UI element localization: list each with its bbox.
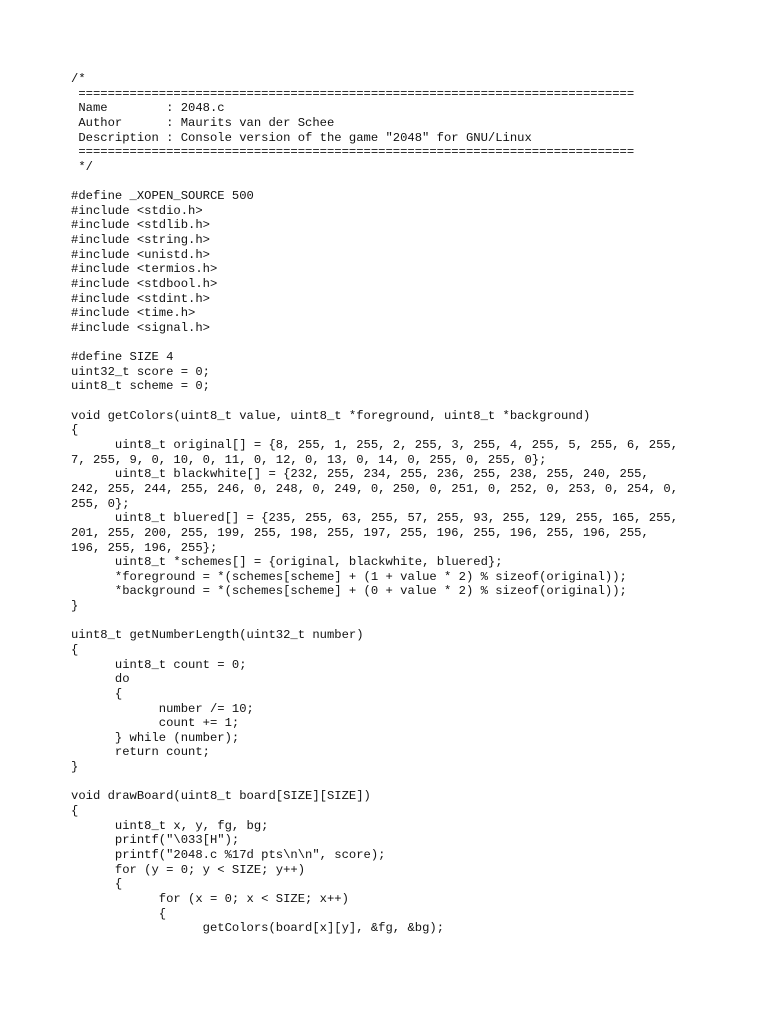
code-line: Author : Maurits van der Schee bbox=[71, 115, 335, 130]
code-line bbox=[71, 775, 678, 790]
code-line bbox=[71, 174, 678, 189]
code-line: uint8_t x, y, fg, bg; bbox=[71, 818, 269, 833]
code-line: uint8_t scheme = 0; bbox=[71, 379, 210, 394]
code-line: } while (number); bbox=[71, 730, 240, 745]
code-line: ============================================================================ bbox=[71, 86, 635, 101]
code-line: { bbox=[71, 804, 79, 819]
code-line: { bbox=[71, 423, 79, 438]
code-line: 242, 255, 244, 255, 246, 0, 248, 0, 249, 0, 250, 0, 251, 0, 252, 0, 253, 0, 254, 0, bbox=[71, 481, 679, 496]
source-code-listing bbox=[71, 72, 678, 936]
code-line: { bbox=[71, 686, 123, 701]
code-line: uint8_t bluered[] = {235, 255, 63, 255, 57, 255, 93, 255, 129, 255, 165, 255, bbox=[71, 511, 679, 526]
code-line: for (x = 0; x < SIZE; x++) bbox=[71, 891, 349, 906]
code-line: { bbox=[71, 906, 167, 921]
code-line: Name : 2048.c bbox=[71, 101, 225, 116]
code-line: uint8_t *schemes[] = {original, blackwhite, bluered}; bbox=[71, 555, 503, 570]
code-line: *background = *(schemes[scheme] + (0 + value * 2) % sizeof(original)); bbox=[71, 584, 627, 599]
code-line: 7, 255, 9, 0, 10, 0, 11, 0, 12, 0, 13, 0, 14, 0, 255, 0, 255, 0}; bbox=[71, 452, 547, 467]
code-line: void drawBoard(uint8_t board[SIZE][SIZE]) bbox=[71, 789, 371, 804]
code-line: #include <signal.h> bbox=[71, 320, 210, 335]
code-line: uint32_t score = 0; bbox=[71, 364, 210, 379]
code-line: #define SIZE 4 bbox=[71, 350, 174, 365]
code-line: #include <stdbool.h> bbox=[71, 276, 218, 291]
code-line: #include <stdint.h> bbox=[71, 291, 210, 306]
code-line: #include <string.h> bbox=[71, 233, 210, 248]
code-line: #include <unistd.h> bbox=[71, 247, 210, 262]
code-line: #include <termios.h> bbox=[71, 262, 218, 277]
code-line: /* bbox=[71, 72, 86, 86]
code-line: return count; bbox=[71, 745, 210, 760]
code-line bbox=[71, 614, 678, 629]
code-line: #include <time.h> bbox=[71, 306, 196, 321]
code-line: number /= 10; bbox=[71, 701, 254, 716]
code-line: { bbox=[71, 642, 79, 657]
code-line: getColors(board[x][y], &fg, &bg); bbox=[71, 921, 445, 936]
code-line: printf("2048.c %17d pts\n\n", score); bbox=[71, 847, 386, 862]
code-line: uint8_t blackwhite[] = {232, 255, 234, 255, 236, 255, 238, 255, 240, 255, bbox=[71, 467, 649, 482]
code-line: uint8_t count = 0; bbox=[71, 657, 247, 672]
code-line: } bbox=[71, 599, 79, 614]
code-line: */ bbox=[71, 159, 93, 174]
code-line: #include <stdlib.h> bbox=[71, 218, 210, 233]
code-line: #define _XOPEN_SOURCE 500 bbox=[71, 189, 254, 204]
code-line: for (y = 0; y < SIZE; y++) bbox=[71, 862, 306, 877]
code-line: printf("\033[H"); bbox=[71, 833, 240, 848]
code-line: 196, 255, 196, 255}; bbox=[71, 540, 218, 555]
code-line: uint8_t original[] = {8, 255, 1, 255, 2, 255, 3, 255, 4, 255, 5, 255, 6, 255, bbox=[71, 438, 679, 453]
code-line: do bbox=[71, 672, 130, 687]
code-line: *foreground = *(schemes[scheme] + (1 + value * 2) % sizeof(original)); bbox=[71, 569, 627, 584]
code-line: uint8_t getNumberLength(uint32_t number) bbox=[71, 628, 364, 643]
code-line: #include <stdio.h> bbox=[71, 203, 203, 218]
code-line: } bbox=[71, 760, 79, 775]
code-line: count += 1; bbox=[71, 716, 240, 731]
code-line bbox=[71, 336, 678, 351]
code-line: 201, 255, 200, 255, 199, 255, 198, 255, 197, 255, 196, 255, 196, 255, 196, 255, bbox=[71, 525, 649, 540]
code-line bbox=[71, 394, 678, 409]
code-line: Description : Console version of the game "2048" for GNU/Linux bbox=[71, 130, 532, 145]
code-line: { bbox=[71, 877, 123, 892]
code-line: ============================================================================ bbox=[71, 145, 635, 160]
code-line: void getColors(uint8_t value, uint8_t *foreground, uint8_t *background) bbox=[71, 408, 591, 423]
code-line: 255, 0}; bbox=[71, 496, 130, 511]
